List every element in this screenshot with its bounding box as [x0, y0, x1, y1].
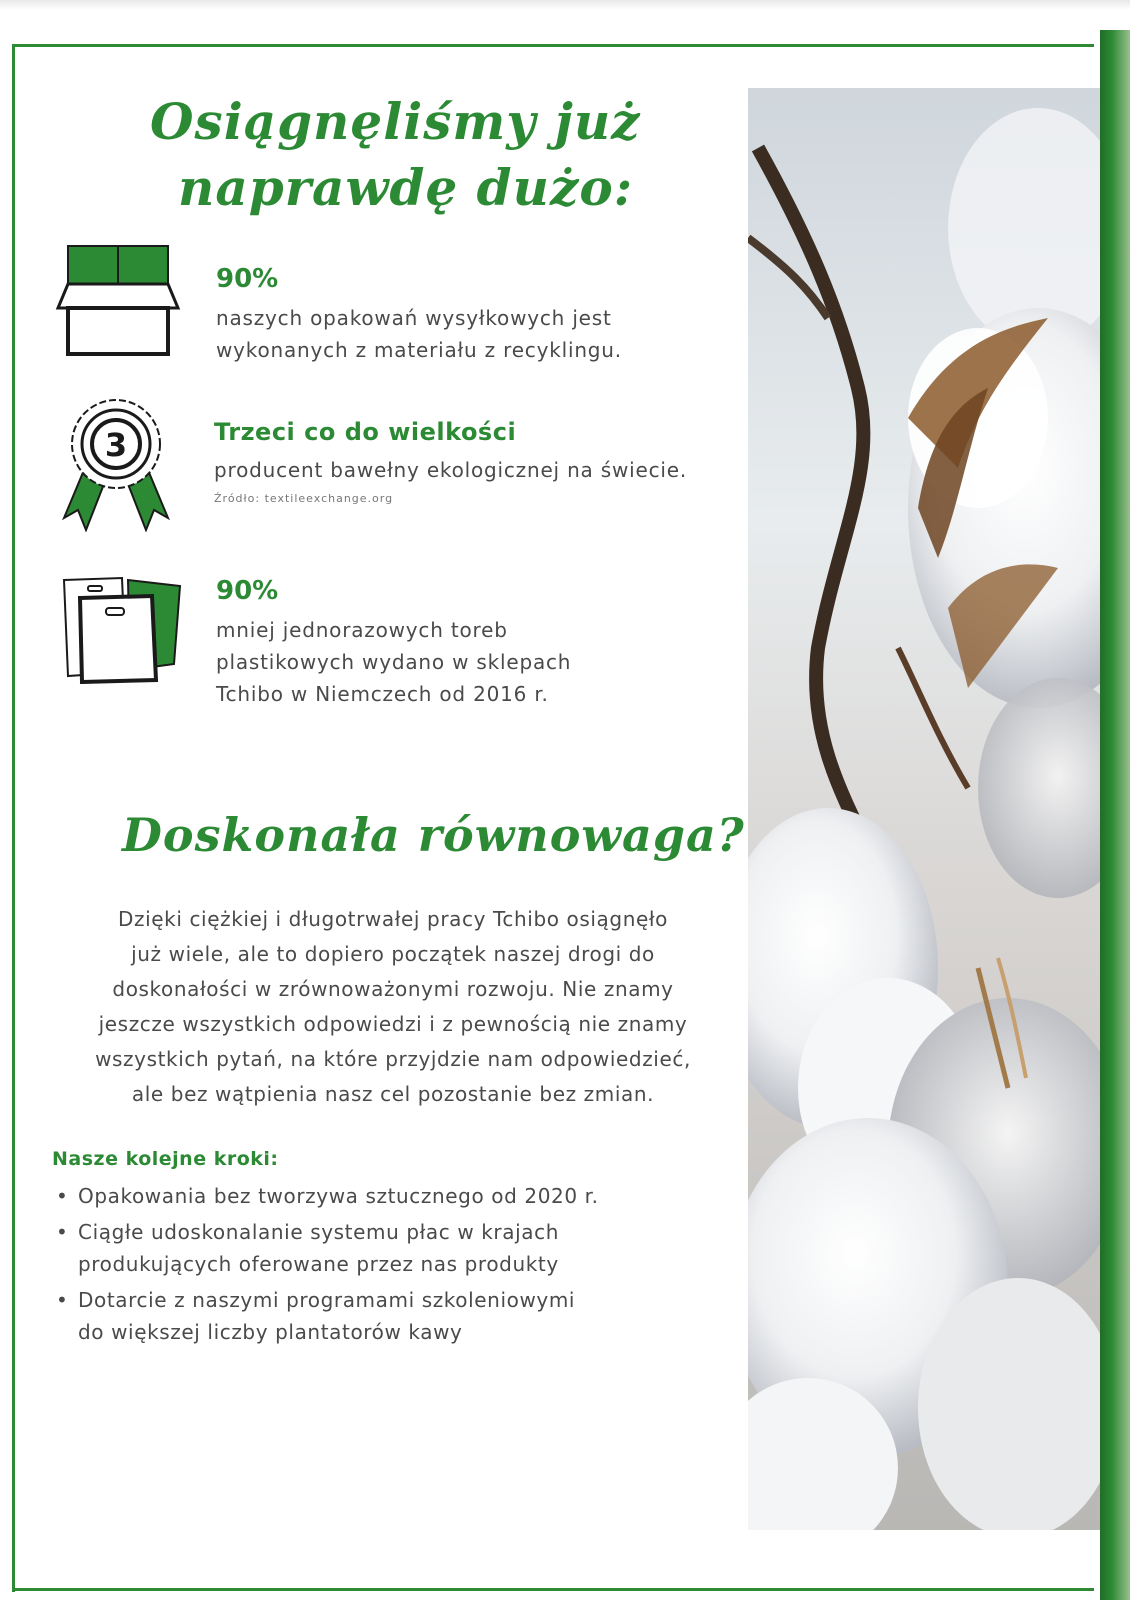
paragraph-line: Dzięki ciężkiej i długotrwałej pracy Tchibo osiągnęło	[117, 907, 668, 931]
stat-recycled-packaging	[216, 266, 622, 366]
stat-organic-cotton	[214, 420, 687, 505]
stat-text-line: mniej jednorazowych toreb	[216, 618, 508, 642]
next-steps-list	[52, 1180, 672, 1352]
page-edge	[0, 0, 1130, 10]
paragraph-line: wszystkich pytań, na które przyjdzie nam odpowiedzieć,	[95, 1047, 691, 1071]
paragraph-line: już wiele, ale to dopiero początek naszej drogi do	[131, 942, 655, 966]
badge-number: 3	[104, 426, 128, 464]
award-badge-icon	[62, 392, 170, 536]
page-edge-strip	[1100, 30, 1130, 1600]
cotton-photo	[748, 88, 1100, 1530]
stat-value: 90%	[216, 264, 279, 294]
list-item-line: Ciągłe udoskonalanie systemu płac w krajach	[78, 1220, 559, 1244]
frame-line-top	[12, 44, 1094, 47]
frame-line-left	[12, 44, 15, 1592]
stat-text-line: naszych opakowań wysyłkowych jest	[216, 306, 612, 330]
list-item	[52, 1284, 672, 1348]
section-headline: Doskonała równowaga?	[122, 808, 745, 862]
list-item-line: Opakowania bez tworzywa sztucznego od 2020 r.	[78, 1184, 599, 1208]
stat-text-line: Tchibo w Niemczech od 2016 r.	[216, 682, 549, 706]
list-item	[52, 1216, 672, 1280]
bullet: •	[56, 1288, 69, 1312]
stat-source: Źródło: textileexchange.org	[214, 492, 394, 505]
paragraph-line: jeszcze wszystkich odpowiedzi i z pewnością nie znamy	[98, 1012, 688, 1036]
next-steps-title: Nasze kolejne kroki:	[52, 1148, 279, 1170]
body-paragraph	[58, 902, 728, 1112]
box-icon	[54, 238, 182, 364]
stat-text-line: wykonanych z materiału z recyklingu.	[216, 338, 622, 362]
headline-line-1: Osiągnęliśmy już	[150, 92, 641, 151]
list-item-line: produkujących oferowane przez nas produkty	[78, 1252, 559, 1276]
stat-value: 90%	[216, 576, 279, 606]
paragraph-line: ale bez wątpienia nasz cel pozostanie bez zmian.	[131, 1082, 655, 1106]
stat-text-line: plastikowych wydano w sklepach	[216, 650, 572, 674]
stat-text-line: producent bawełny ekologicznej na świecie.	[214, 458, 688, 482]
headline-line-2: naprawdę dużo:	[178, 158, 634, 217]
list-item-line: do większej liczby plantatorów kawy	[78, 1320, 463, 1344]
frame-line-bottom	[12, 1588, 1094, 1591]
bullet: •	[56, 1184, 69, 1208]
stat-value: Trzeci co do wielkości	[214, 418, 517, 446]
bullet: •	[56, 1220, 69, 1244]
list-item	[52, 1180, 672, 1212]
shopping-bags-icon	[56, 572, 186, 688]
stat-plastic-bags	[216, 578, 571, 710]
list-item-line: Dotarcie z naszymi programami szkoleniowymi	[78, 1288, 576, 1312]
paragraph-line: doskonałości w zrównoważonymi rozwoju. Nie znamy	[112, 977, 674, 1001]
